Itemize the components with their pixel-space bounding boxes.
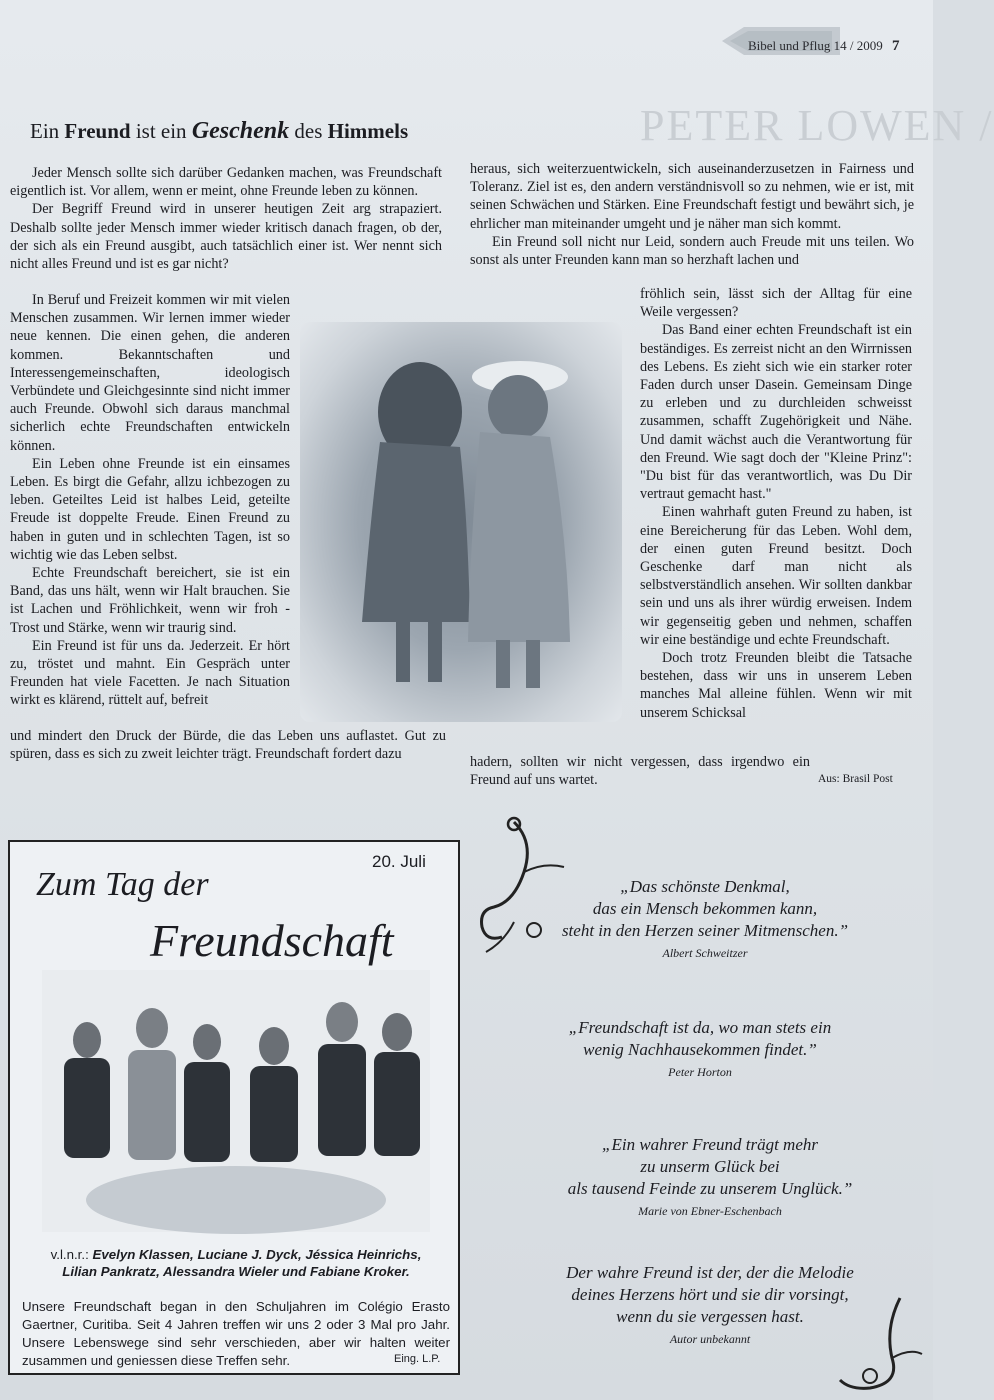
quote-1: „Das schönste Denkmal, das ein Mensch bekommen kann, steht in den Herzen seiner Mitmenschen.” Albert Schweitzer (505, 876, 905, 961)
ad-date: 20. Juli (372, 852, 426, 871)
article-column-right-narrow (640, 285, 912, 722)
paragraph: Doch trotz Freunden bleibt die Tatsache bestehen, dass wir uns in unserem Leben manches Mal alleine fühlen. Wenn wir mit unserem Schicksal (640, 650, 912, 721)
ad-body-text: Unsere Freundschaft began in den Schuljahren im Colégio Erasto Gaertner, Curitiba. Seit 4 Jahren treffen wir uns 2 oder 3 Mal pro Jahr. Unsere Lebenswege sind sehr verschieden, aber wir halten weiter zusammen und geniessen diese Treffen sehr. (22, 1299, 450, 1368)
paragraph-continued: fröhlich sein, lässt sich der Alltag für eine Weile vergessen? (640, 286, 912, 321)
quote-author: Autor unbekannt (669, 1332, 751, 1346)
paragraph: Echte Freundschaft bereichert, sie ist ein Band, das uns hält, wenn wir Halt brauchen. Sie ist Lachen und Fröhlichkeit, wenn wir froh - Trost und Stärke, wenn wir traurig sind. (10, 565, 290, 636)
quote-author: Peter Horton (668, 1065, 732, 1079)
page-header (748, 38, 899, 55)
paragraph: Jeder Mensch sollte sich darüber Gedanken machen, was Freundschaft eigentlich ist. Vor allem, wenn er meint, ohne Freunde leben zu können. (10, 165, 442, 200)
paragraph: Ein Freund ist für uns da. Jederzeit. Er hört zu, tröstet und mahnt. Ein Gespräch unter Freunden hat viele Facetten. Je nach Situation wirkt es klärend, rüttelt auf, befreit (10, 637, 290, 709)
group-photo (42, 970, 430, 1232)
quote-4: Der wahre Freund ist der, der die Melodie deines Herzens hört und sie dir vorsingt, wenn du sie vergessen hast. Autor unbekannt (510, 1262, 910, 1347)
faded-bleedthrough-title: PETER LOWEN / (640, 101, 994, 150)
article-column-left-bottom (10, 727, 446, 763)
paragraph: In Beruf und Freizeit kommen wir mit vielen Menschen zusammen. Wir lernen immer wieder neue kennen. Die einen gehen, die anderen kommen. Bekanntschaften und Interessengemeinschaften, ideologisch Verbündete und Gleichgesinnte sind nicht immer auch Freunde. Obwohl sich daraus manchmal sicherlich echte Freundschaften entwickeln können. (10, 292, 290, 454)
paragraph: Der Begriff Freund wird in unserer heutigen Zeit arg strapaziert. Deshalb sollte jeder Mensch immer wieder kritisch danach fragen, ob der, der sich als ein Freund ausgibt, auch tatsächlich einer ist. Wer nennt sich nicht alles Freund und ist es gar nicht? (10, 201, 442, 273)
article-column-left-narrow (10, 291, 290, 710)
article-column-right-top (470, 160, 914, 269)
paragraph-continued: heraus, sich weiterzuentwickeln, sich auseinanderzusetzen in Fairness und Toleranz. Ziel ist es, den andern verständnisvoll so zu nehmen, wie er ist, mit seinen Schwächen und Stärken. Eine Freundschaft festigt und bewährt sich, je ehrlicher man miteinander umgeht und je näher man sich kommt. (470, 161, 914, 232)
publication-name: Bibel und Pflug (748, 38, 831, 53)
paragraph: Einen wahrhaft guten Freund zu haben, ist eine Bereicherung für das Leben. Wohl dem, der einen guten Freund besitzt. Doch Geschenke darf man nicht als selbstverständlich ansehen. Wir sollten dankbar sein und uns als ihrer würdig erweisen. Indem wir gegenseitig geben und nehmen, schaffen wir eine beständige und echte Freundschaft. (640, 504, 912, 648)
two-girls-photo (300, 322, 622, 722)
ad-heading-line2: Freundschaft (150, 915, 394, 966)
ad-heading-line1: Zum Tag der (36, 866, 209, 903)
friendship-day-box (8, 840, 460, 1375)
page-number: 7 (891, 38, 900, 54)
ad-credit: Eing. L.P. (394, 1353, 441, 1365)
paragraph-continued: und mindert den Druck der Bürde, die das Leben uns auflastet. Gut zu spüren, dass es sich zu zweit leichter trägt. Freundschaft fordert dazu (10, 728, 446, 763)
paragraph-continued: hadern, sollten wir nicht vergessen, dass irgendwo ein Freund auf uns wartet. (470, 754, 810, 789)
issue-number: 14 / 2009 (833, 38, 883, 53)
paragraph: Das Band einer echten Freundschaft ist ein beständiges. Es zerreist nicht an den Wirrnissen des Lebens. Es zieht sich wie ein starker roter Faden durch unser Dasein. Gemeinsam Dinge zu erleben und zu durchleiden schweisst zusammen, schafft Zugehörigkeit und Nähe. Und damit wächst auch die Verantwortung für den Freund. Wie sagt doch der "Kleine Prinz": "Du bist für das verantwortlich, was Du Dir vertraut gemacht hast." (640, 322, 912, 503)
paragraph: Ein Freund soll nicht nur Leid, sondern auch Freude mit uns teilen. Wo sonst als unter Freunden kann man so herzhaft lachen und (470, 233, 914, 269)
quote-author: Albert Schweitzer (662, 946, 748, 960)
article-source: Aus: Brasil Post (818, 773, 893, 785)
quote-3: „Ein wahrer Freund trägt mehr zu unserm Glück bei als tausend Feinde zu unserem Unglück.” Marie von Ebner-Eschenbach (510, 1134, 910, 1219)
quote-author: Marie von Ebner-Eschenbach (638, 1204, 782, 1218)
article-column-left-top (10, 164, 442, 273)
paragraph: Ein Leben ohne Freunde ist ein einsames Leben. Es birgt die Gefahr, allzu ichbezogen zu leben. Geteiltes Leid ist halbes Leid, geteilte Freude ist doppelte Freude. Einen Freund zu haben in guten und in schlechten Tagen, ist so wichtig wie das Leben selbst. (10, 455, 290, 563)
photo-caption: v.l.n.r.: Evelyn Klassen, Luciane J. Dyck, Jéssica Heinrichs, Lilian Pankratz, Alessandra Wieler und Fabiane Kroker. (50, 1247, 422, 1279)
article-title: Ein Freund ist ein Geschenk des Himmels (30, 118, 409, 144)
quote-2: „Freundschaft ist da, wo man stets ein wenig Nachhausekommen findet.” Peter Horton (500, 1017, 900, 1080)
girls-silhouette (300, 322, 622, 722)
